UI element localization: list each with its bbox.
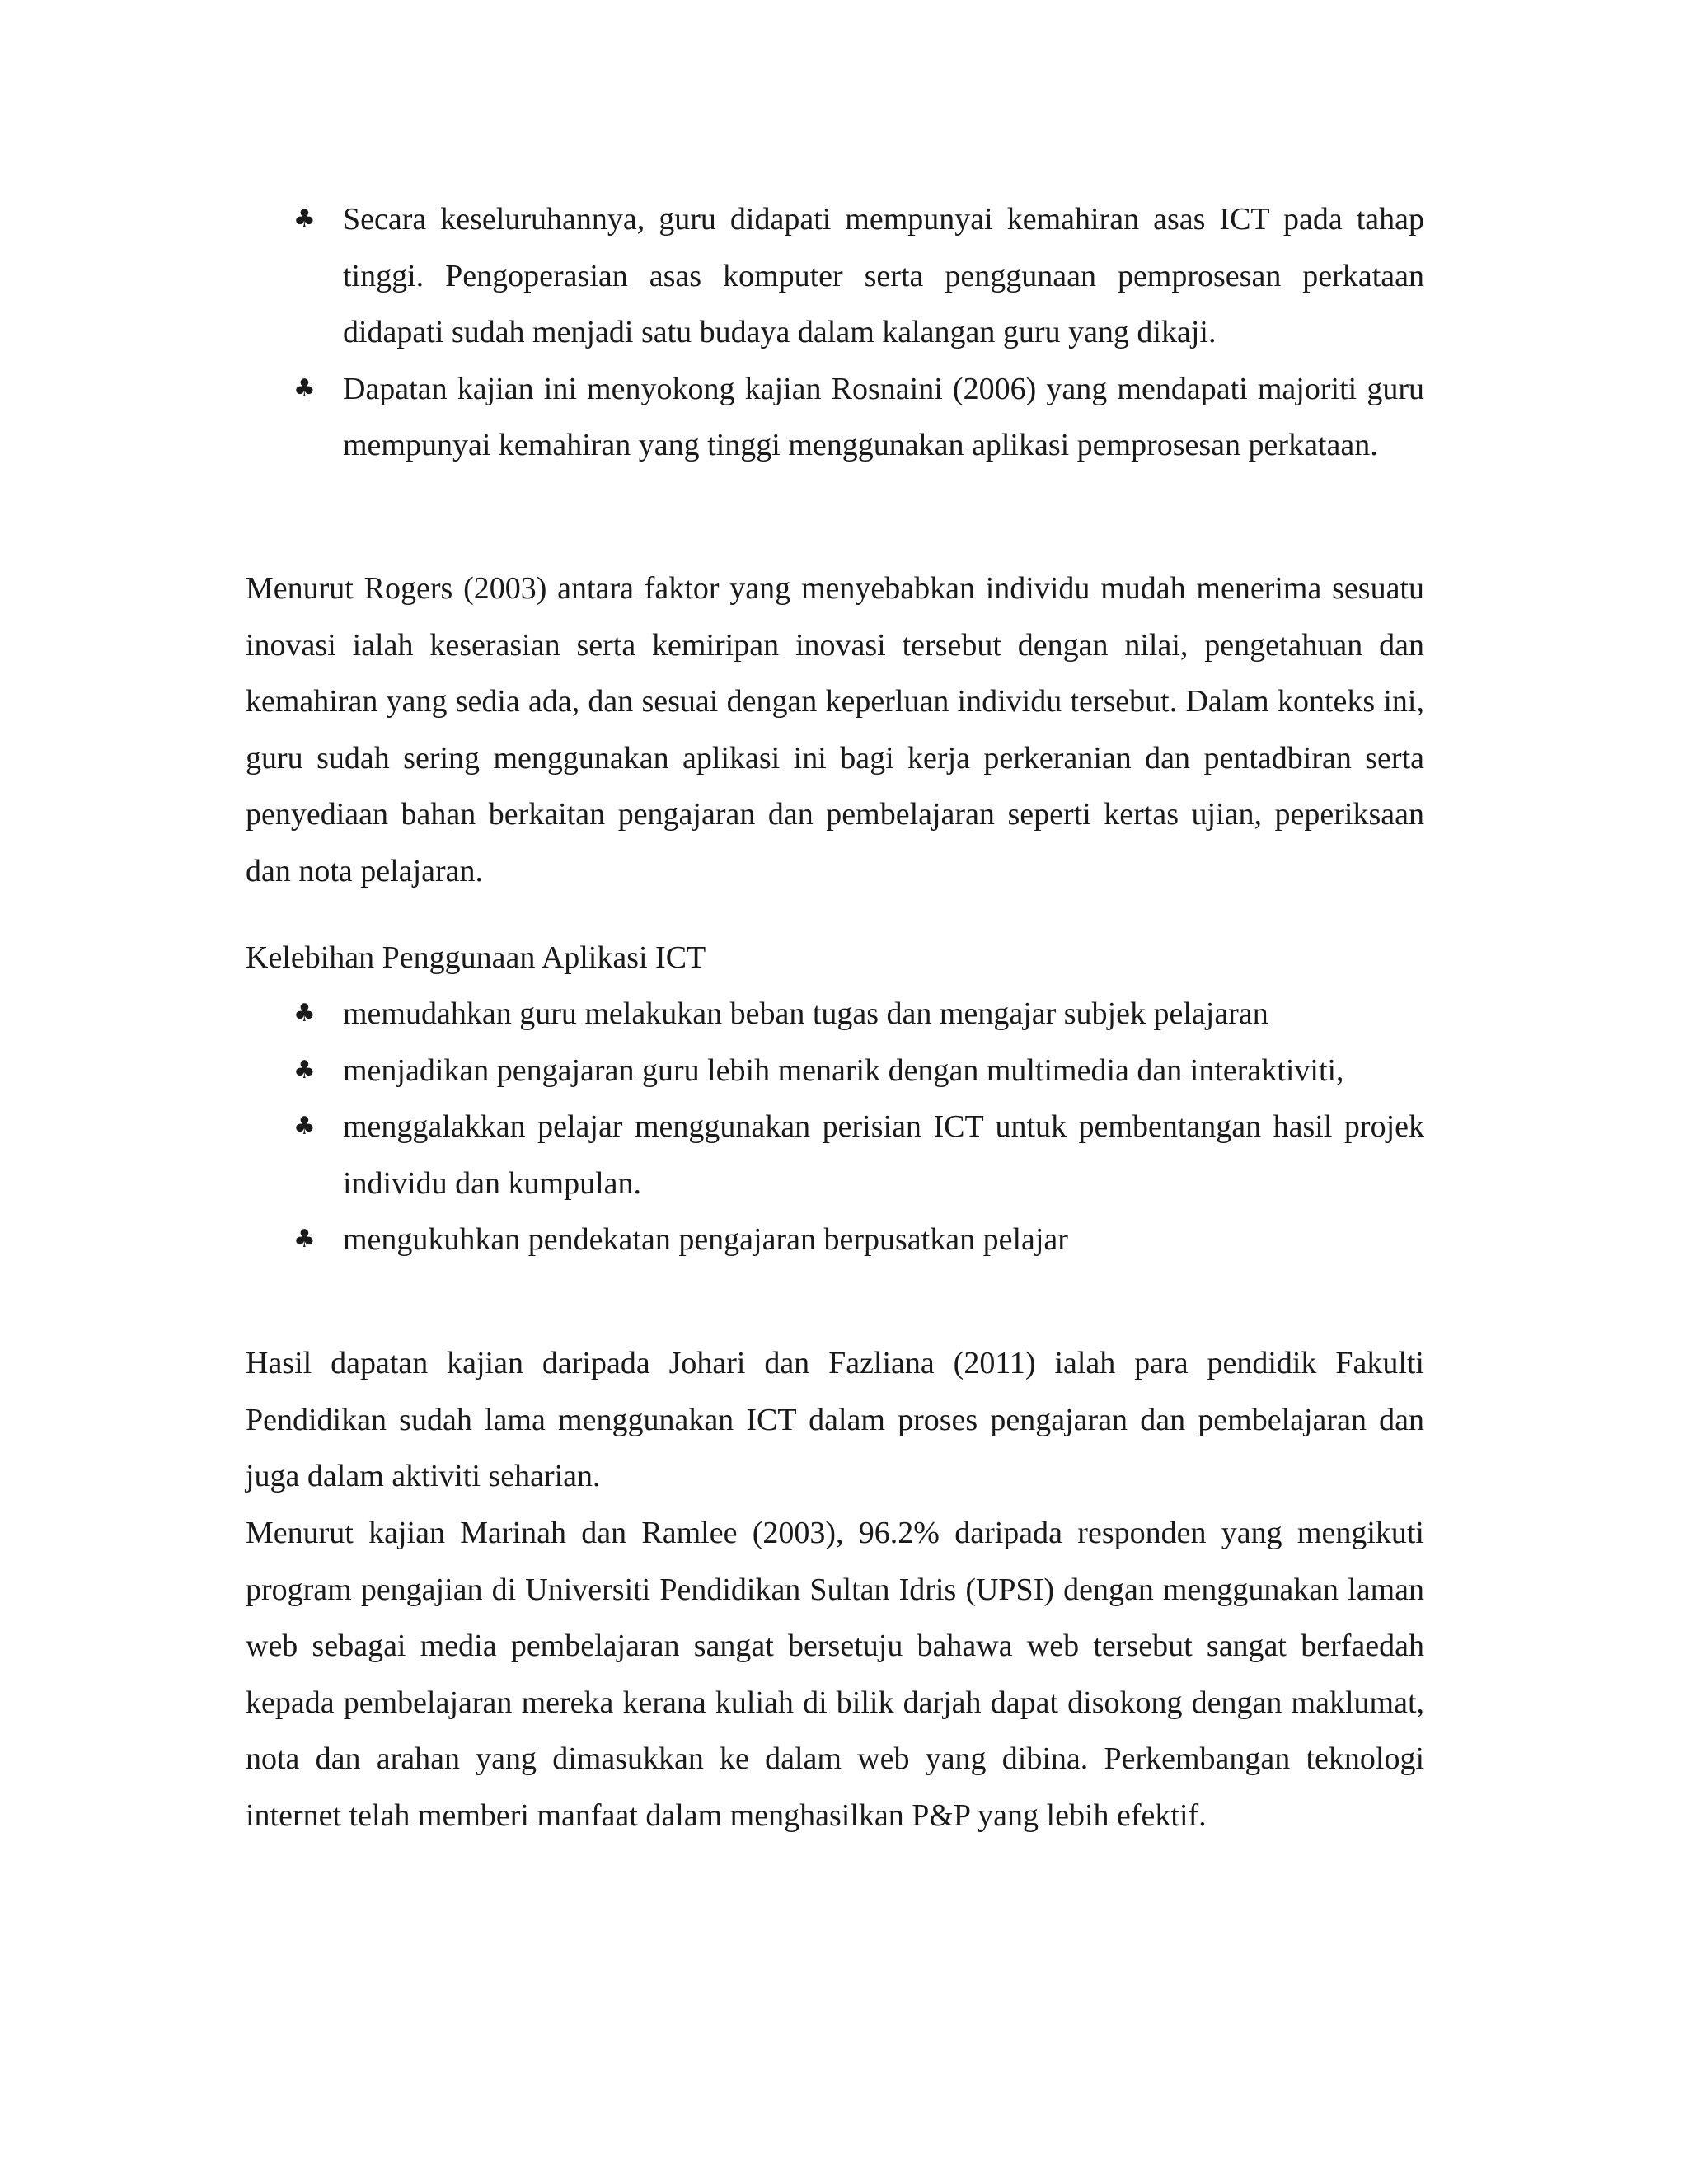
paragraph-marinah: Menurut kajian Marinah dan Ramlee (2003), 96.2% daripada responden yang mengikuti program pengajian di Universiti Pendidikan Sultan Idris (UPSI) dengan menggunakan laman web sebagai media pembelajaran sangat bersetuju bahawa web tersebut sangat berfaedah kepada pembelajaran mereka kerana kuliah di bilik darjah dapat disokong dengan maklumat, nota dan arahan yang dimasukkan ke dalam web yang dibina. Perkembangan teknologi internet telah memberi manfaat dalam menghasilkan P&P yang lebih efektif.	[246, 1516, 1424, 1833]
list-item	[246, 986, 1424, 1043]
list-item-text: Dapatan kajian ini menyokong kajian Rosnaini (2006) yang mendapati majoriti guru mempunyai kemahiran yang tinggi menggunakan aplikasi pemprosesan perkataan.	[343, 371, 1424, 462]
club-bullet-icon: ♣	[293, 373, 316, 403]
list-item-text: menjadikan pengajaran guru lebih menarik dengan multimedia dan interaktiviti,	[343, 1052, 1344, 1088]
list-item-text: Secara keseluruhannya, guru didapati mempunyai kemahiran asas ICT pada tahap tinggi. Pengoperasian asas komputer serta penggunaan pemprosesan perkataan didapati sudah menjadi satu budaya dalam kalangan guru yang dikaji.	[343, 202, 1424, 349]
paragraph-rogers: Menurut Rogers (2003) antara faktor yang menyebabkan individu mudah menerima sesuatu inovasi ialah keserasian serta kemiripan inovasi tersebut dengan nilai, pengetahuan dan kemahiran yang sedia ada, dan sesuai dengan keperluan individu tersebut. Dalam konteks ini, guru sudah sering menggunakan aplikasi ini bagi kerja perkeranian dan pentadbiran serta penyediaan bahan berkaitan pengajaran dan pembelajaran seperti kertas ujian, peperiksaan dan nota pelajaran.	[246, 571, 1424, 888]
club-bullet-icon: ♣	[293, 999, 316, 1028]
list-item	[246, 361, 1424, 474]
club-bullet-icon: ♣	[293, 204, 316, 233]
section-heading: Kelebihan Penggunaan Aplikasi ICT	[246, 940, 706, 975]
advantages-bullet-list	[246, 986, 1424, 1268]
club-bullet-icon: ♣	[293, 1225, 316, 1254]
list-item	[246, 1099, 1424, 1212]
list-item-text: menggalakkan pelajar menggunakan perisian ICT untuk pembentangan hasil projek individu dan kumpulan.	[343, 1109, 1424, 1201]
club-bullet-icon: ♣	[293, 1112, 316, 1141]
list-item	[246, 1043, 1424, 1099]
club-bullet-icon: ♣	[293, 1055, 316, 1085]
list-item-text: mengukuhkan pendekatan pengajaran berpusatkan pelajar	[343, 1222, 1068, 1257]
findings-bullet-list	[246, 191, 1424, 474]
list-item	[246, 191, 1424, 361]
list-item	[246, 1212, 1424, 1268]
list-item-text: memudahkan guru melakukan beban tugas dan mengajar subjek pelajaran	[343, 996, 1268, 1031]
paragraph-johari: Hasil dapatan kajian daripada Johari dan Fazliana (2011) ialah para pendidik Fakulti Pendidikan sudah lama menggunakan ICT dalam proses pengajaran dan pembelajaran dan juga dalam aktiviti seharian.	[246, 1346, 1424, 1493]
